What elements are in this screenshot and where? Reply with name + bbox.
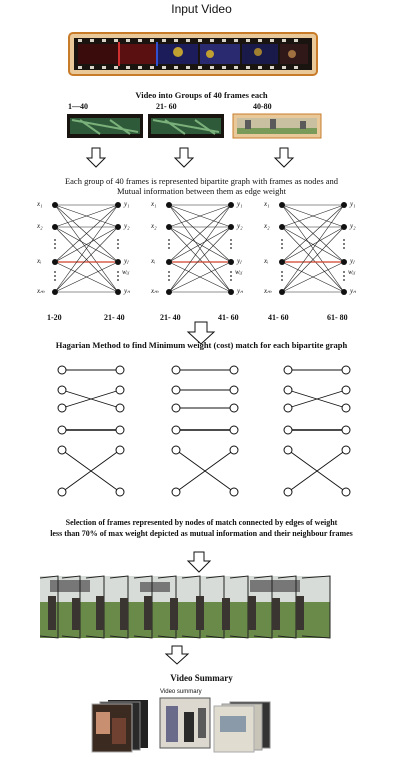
match-node bbox=[116, 488, 124, 496]
left-node-label: xᵢ bbox=[37, 257, 42, 265]
edge-weight-label: wᵢⱼ bbox=[348, 268, 355, 276]
range-label: 61- 80 bbox=[327, 313, 348, 322]
right-node-label: yⱼ bbox=[237, 257, 242, 265]
match-node bbox=[284, 488, 292, 496]
right-node bbox=[228, 202, 234, 208]
ellipsis-dot bbox=[281, 271, 283, 273]
input-video-title: Input Video bbox=[171, 2, 232, 16]
input-filmstrip bbox=[69, 33, 317, 75]
arrow-down-icon bbox=[188, 552, 210, 572]
match-node bbox=[58, 386, 66, 394]
right-node bbox=[341, 202, 347, 208]
selection-caption-1: Selection of frames represented by nodes of match connected by edges of weight bbox=[65, 518, 338, 527]
left-node-label: x₁ bbox=[37, 200, 43, 208]
match-node bbox=[58, 426, 66, 434]
match-node bbox=[116, 404, 124, 412]
ellipsis-dot bbox=[230, 275, 232, 277]
range-label: 1-20 bbox=[47, 313, 62, 322]
group-filmstrip-2 bbox=[148, 114, 224, 138]
match-node bbox=[172, 386, 180, 394]
ellipsis-dot bbox=[230, 247, 232, 249]
ellipsis-dot bbox=[343, 247, 345, 249]
ellipsis-dot bbox=[230, 279, 232, 281]
ellipsis-dot bbox=[54, 275, 56, 277]
match-node bbox=[172, 426, 180, 434]
match-node bbox=[342, 426, 350, 434]
match-node bbox=[230, 404, 238, 412]
left-node bbox=[166, 202, 172, 208]
ellipsis-dot bbox=[343, 239, 345, 241]
ellipsis-dot bbox=[117, 271, 119, 273]
right-node bbox=[115, 224, 121, 230]
match-node bbox=[172, 446, 180, 454]
match-node bbox=[172, 404, 180, 412]
match-node bbox=[342, 386, 350, 394]
match-node bbox=[342, 404, 350, 412]
match-node bbox=[284, 446, 292, 454]
right-node-label: yₙ bbox=[350, 287, 356, 295]
group-filmstrip-3 bbox=[233, 114, 321, 138]
left-node-label: x₂ bbox=[264, 222, 270, 230]
left-node bbox=[166, 224, 172, 230]
ellipsis-dot bbox=[117, 243, 119, 245]
group-range-3: 40-80 bbox=[253, 102, 272, 111]
ellipsis-dot bbox=[230, 271, 232, 273]
match-node bbox=[284, 426, 292, 434]
ellipsis-dot bbox=[230, 239, 232, 241]
ellipsis-dot bbox=[54, 239, 56, 241]
match-node bbox=[284, 404, 292, 412]
match-node bbox=[58, 366, 66, 374]
match-node bbox=[58, 404, 66, 412]
match-node bbox=[116, 386, 124, 394]
left-node-label: xₘ bbox=[37, 287, 45, 295]
match-node bbox=[284, 386, 292, 394]
arrow-down-icon bbox=[166, 646, 188, 664]
ellipsis-dot bbox=[54, 279, 56, 281]
ellipsis-dot bbox=[54, 243, 56, 245]
matching-caption: Hagarian Method to find Minimum weight (cost) match for each bipartite graph bbox=[55, 340, 348, 350]
ellipsis-dot bbox=[54, 247, 56, 249]
bipartite-caption-2: Mutual information between them as edge weight bbox=[116, 186, 286, 196]
bipartite-caption-1: Each group of 40 frames is represented bipartite graph with frames as nodes and bbox=[64, 176, 339, 186]
ellipsis-dot bbox=[343, 271, 345, 273]
range-label: 21- 40 bbox=[104, 313, 125, 322]
match-node bbox=[230, 366, 238, 374]
ellipsis-dot bbox=[168, 239, 170, 241]
left-node-label: x₁ bbox=[151, 200, 157, 208]
right-node bbox=[115, 259, 121, 265]
arrow-down-icon bbox=[87, 148, 293, 167]
ellipsis-dot bbox=[168, 243, 170, 245]
bipartite-graphs bbox=[52, 202, 347, 295]
right-node bbox=[341, 224, 347, 230]
left-node-label: xᵢ bbox=[151, 257, 156, 265]
left-node-label: x₂ bbox=[151, 222, 157, 230]
left-node bbox=[279, 259, 285, 265]
right-node bbox=[115, 202, 121, 208]
ellipsis-dot bbox=[168, 271, 170, 273]
left-node bbox=[166, 259, 172, 265]
ellipsis-dot bbox=[168, 279, 170, 281]
right-node-label: yⱼ bbox=[350, 257, 355, 265]
left-node-label: xₘ bbox=[264, 287, 272, 295]
left-node bbox=[279, 202, 285, 208]
left-node bbox=[52, 224, 58, 230]
left-node-label: x₂ bbox=[37, 222, 43, 230]
left-node-label: xₘ bbox=[151, 287, 159, 295]
left-node-label: x₁ bbox=[264, 200, 270, 208]
right-node-label: y₁ bbox=[237, 200, 243, 208]
left-node bbox=[52, 289, 58, 295]
range-label: 41- 60 bbox=[218, 313, 239, 322]
right-node bbox=[341, 259, 347, 265]
left-node bbox=[166, 289, 172, 295]
range-label: 21- 40 bbox=[160, 313, 181, 322]
edge-weight-label: wᵢⱼ bbox=[235, 268, 242, 276]
match-node bbox=[58, 446, 66, 454]
ellipsis-dot bbox=[230, 243, 232, 245]
right-node-label: y₂ bbox=[237, 222, 243, 230]
right-node-label: y₂ bbox=[124, 222, 130, 230]
left-node bbox=[52, 202, 58, 208]
right-node-label: yₙ bbox=[124, 287, 130, 295]
ellipsis-dot bbox=[117, 247, 119, 249]
selection-caption-2: less than 70% of max weight depicted as mutual information and their neighbour frames bbox=[50, 529, 353, 538]
ellipsis-dot bbox=[343, 279, 345, 281]
range-label: 41- 60 bbox=[268, 313, 289, 322]
summary-thumbnails bbox=[92, 698, 270, 752]
selected-frames bbox=[40, 576, 330, 638]
grouping-label: Video into Groups of 40 frames each bbox=[135, 90, 268, 100]
match-node bbox=[342, 446, 350, 454]
right-node bbox=[228, 259, 234, 265]
match-node bbox=[116, 446, 124, 454]
ellipsis-dot bbox=[117, 275, 119, 277]
match-node bbox=[342, 366, 350, 374]
match-node bbox=[230, 446, 238, 454]
ellipsis-dot bbox=[343, 243, 345, 245]
right-node-label: yⱼ bbox=[124, 257, 129, 265]
ellipsis-dot bbox=[281, 243, 283, 245]
ellipsis-dot bbox=[281, 275, 283, 277]
ellipsis-dot bbox=[281, 247, 283, 249]
right-node bbox=[341, 289, 347, 295]
ellipsis-dot bbox=[168, 247, 170, 249]
ellipsis-dot bbox=[117, 279, 119, 281]
right-node bbox=[115, 289, 121, 295]
match-node bbox=[58, 488, 66, 496]
right-node bbox=[228, 289, 234, 295]
match-node bbox=[172, 366, 180, 374]
right-node-label: y₁ bbox=[350, 200, 356, 208]
match-node bbox=[230, 386, 238, 394]
match-node bbox=[342, 488, 350, 496]
ellipsis-dot bbox=[168, 275, 170, 277]
ellipsis-dot bbox=[281, 279, 283, 281]
group-filmstrip-1 bbox=[67, 114, 143, 138]
match-node bbox=[284, 366, 292, 374]
match-node bbox=[116, 426, 124, 434]
group-range-2: 21- 60 bbox=[156, 102, 177, 111]
right-node-label: y₁ bbox=[124, 200, 130, 208]
ellipsis-dot bbox=[117, 239, 119, 241]
match-node bbox=[230, 488, 238, 496]
ellipsis-dot bbox=[281, 239, 283, 241]
ellipsis-dot bbox=[343, 275, 345, 277]
left-node-label: xᵢ bbox=[264, 257, 269, 265]
matching-graphs bbox=[58, 366, 350, 496]
match-node bbox=[116, 366, 124, 374]
ellipsis-dot bbox=[54, 271, 56, 273]
left-node bbox=[52, 259, 58, 265]
video-summary-label: Video Summary bbox=[170, 673, 233, 683]
edge-weight-label: wᵢⱼ bbox=[122, 268, 129, 276]
summary-inset-label: Video summary bbox=[160, 689, 202, 695]
group-range-1: 1—40 bbox=[68, 102, 88, 111]
right-node bbox=[228, 224, 234, 230]
right-node-label: yₙ bbox=[237, 287, 243, 295]
left-node bbox=[279, 289, 285, 295]
match-node bbox=[230, 426, 238, 434]
right-node-label: y₂ bbox=[350, 222, 356, 230]
match-node bbox=[172, 488, 180, 496]
left-node bbox=[279, 224, 285, 230]
